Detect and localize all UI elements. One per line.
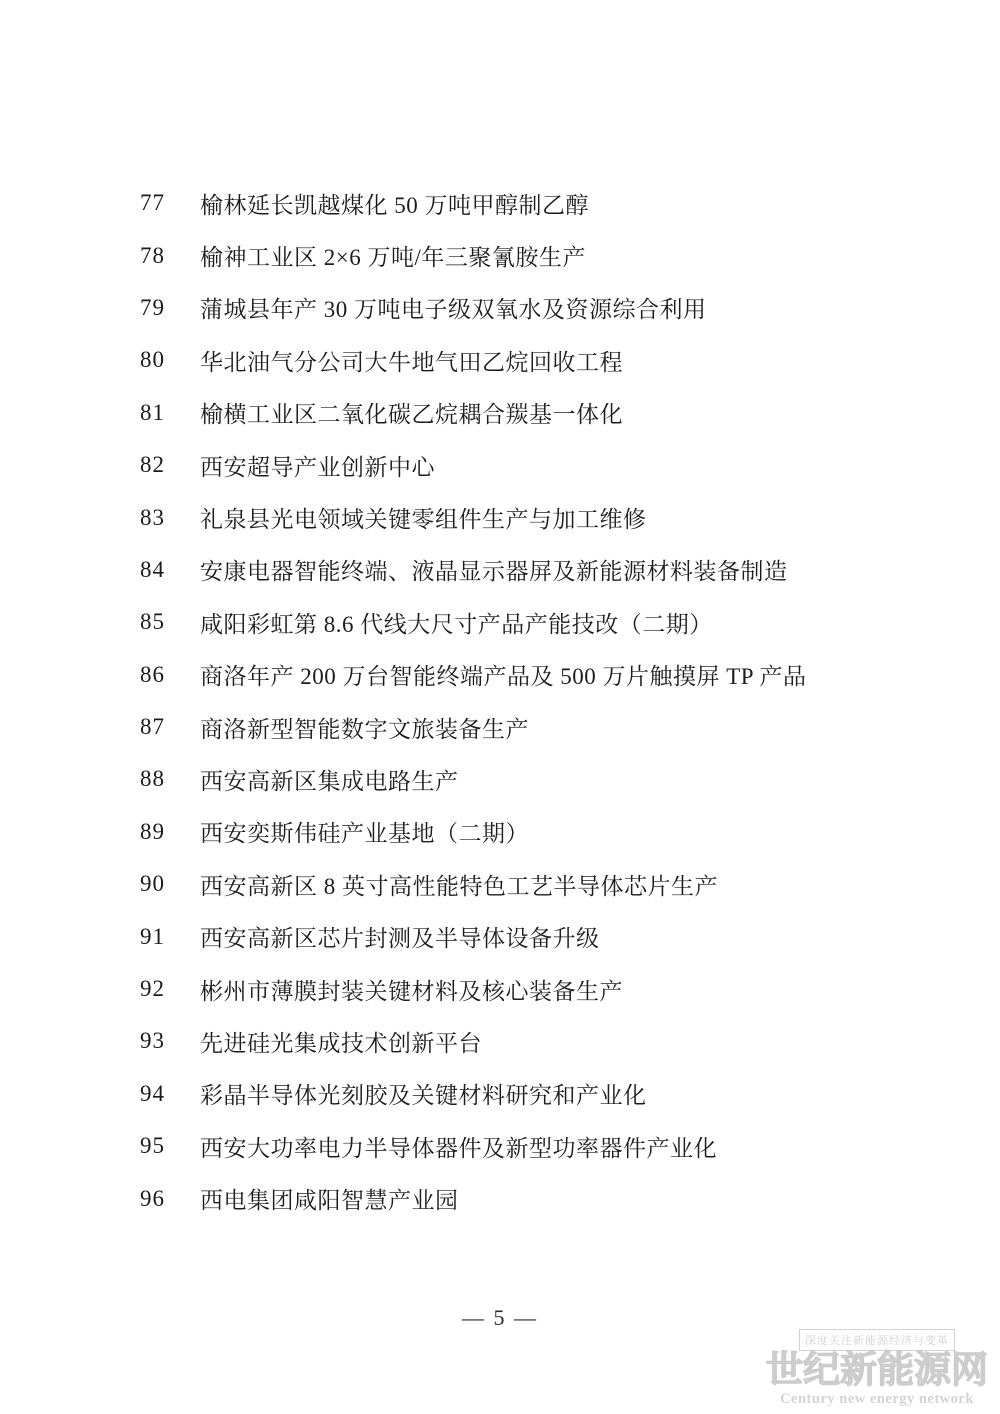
watermark-tagline: 深度关注新能源经济与变革 xyxy=(799,1329,955,1351)
item-number: 82 xyxy=(140,452,165,478)
item-text: 西安高新区 8 英寸高性能特色工艺半导体芯片生产 xyxy=(200,873,718,899)
list-item xyxy=(0,1172,1000,1224)
list-item xyxy=(0,596,1000,648)
list-item xyxy=(0,439,1000,491)
item-number: 92 xyxy=(140,976,165,1002)
list-item xyxy=(0,806,1000,858)
list-item xyxy=(0,177,1000,229)
list-item xyxy=(0,701,1000,753)
item-text: 蒲城县年产 30 万吨电子级双氧水及资源综合利用 xyxy=(200,297,707,323)
list-item xyxy=(0,1120,1000,1172)
item-number: 80 xyxy=(140,347,165,373)
item-text: 榆神工业区 2×6 万吨/年三聚氰胺生产 xyxy=(200,245,586,271)
item-number: 77 xyxy=(140,190,165,216)
item-text: 商洛年产 200 万台智能终端产品及 500 万片触摸屏 TP 产品 xyxy=(200,664,807,690)
item-text: 西安奕斯伟硅产业基地（二期） xyxy=(200,821,529,847)
item-number: 86 xyxy=(140,661,165,687)
item-text: 安康电器智能终端、液晶显示器屏及新能源材料装备制造 xyxy=(200,559,788,585)
list-item xyxy=(0,491,1000,543)
item-number: 79 xyxy=(140,294,165,320)
item-text: 咸阳彩虹第 8.6 代线大尺寸产品产能技改（二期） xyxy=(200,611,713,637)
item-number: 85 xyxy=(140,609,165,635)
item-number: 95 xyxy=(140,1133,165,1159)
item-text: 彩晶半导体光刻胶及关键材料研究和产业化 xyxy=(200,1083,647,1109)
item-number: 78 xyxy=(140,242,165,268)
item-number: 81 xyxy=(140,399,165,425)
project-list xyxy=(0,177,1000,1225)
item-text: 商洛新型智能数字文旅装备生产 xyxy=(200,716,529,742)
item-text: 榆林延长凯越煤化 50 万吨甲醇制乙醇 xyxy=(200,192,589,218)
item-number: 88 xyxy=(140,766,165,792)
item-text: 西电集团咸阳智慧产业园 xyxy=(200,1188,459,1214)
item-text: 西安大功率电力半导体器件及新型功率器件产业化 xyxy=(200,1135,717,1161)
item-number: 96 xyxy=(140,1185,165,1211)
list-item xyxy=(0,282,1000,334)
list-item xyxy=(0,753,1000,805)
list-item xyxy=(0,544,1000,596)
page-number: — 5 — xyxy=(462,1305,538,1330)
item-number: 87 xyxy=(140,714,165,740)
list-item xyxy=(0,387,1000,439)
list-item xyxy=(0,910,1000,962)
list-item xyxy=(0,334,1000,386)
item-number: 91 xyxy=(140,923,165,949)
item-text: 彬州市薄膜封装关键材料及核心装备生产 xyxy=(200,978,623,1004)
item-number: 84 xyxy=(140,556,165,582)
site-watermark xyxy=(764,1329,990,1408)
item-number: 94 xyxy=(140,1080,165,1106)
item-text: 先进硅光集成技术创新平台 xyxy=(200,1030,482,1056)
watermark-english-name: Century new energy network xyxy=(780,1391,974,1407)
list-item xyxy=(0,963,1000,1015)
item-number: 89 xyxy=(140,818,165,844)
list-item xyxy=(0,1068,1000,1120)
item-text: 华北油气分公司大牛地气田乙烷回收工程 xyxy=(200,349,623,375)
list-item xyxy=(0,649,1000,701)
item-number: 93 xyxy=(140,1028,165,1054)
list-item xyxy=(0,229,1000,281)
watermark-logo-text: 世纪新能源网 xyxy=(766,1350,988,1392)
item-text: 礼泉县光电领域关键零组件生产与加工维修 xyxy=(200,507,647,533)
item-text: 西安高新区芯片封测及半导体设备升级 xyxy=(200,926,600,952)
list-item xyxy=(0,1015,1000,1067)
list-item xyxy=(0,858,1000,910)
item-text: 西安超导产业创新中心 xyxy=(200,454,435,480)
item-text: 西安高新区集成电路生产 xyxy=(200,768,459,794)
item-number: 83 xyxy=(140,504,165,530)
item-number: 90 xyxy=(140,871,165,897)
item-text: 榆横工业区二氧化碳乙烷耦合羰基一体化 xyxy=(200,402,623,428)
